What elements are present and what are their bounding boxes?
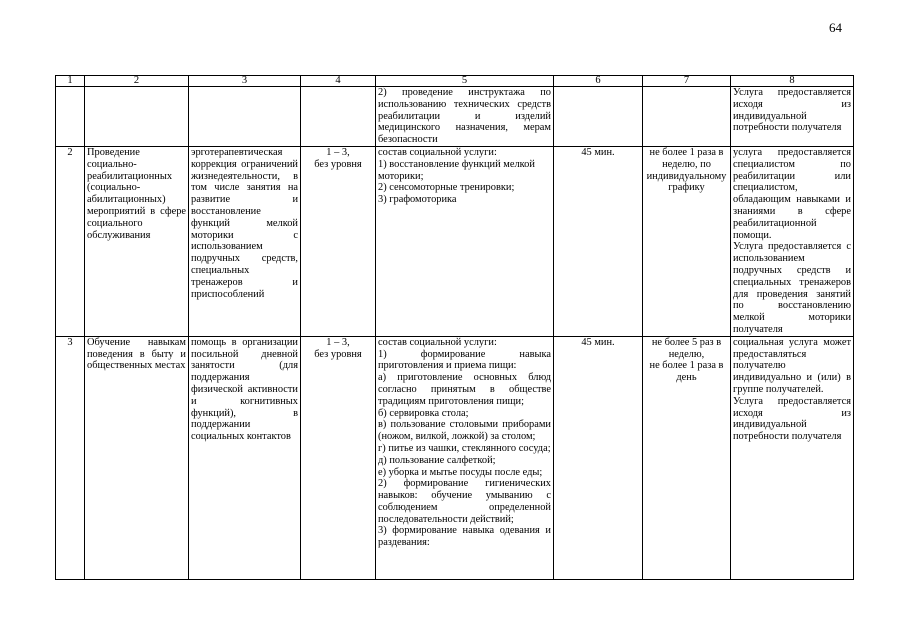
column-number: 1 (56, 76, 85, 87)
row-number: 3 (56, 336, 85, 579)
column-number: 4 (301, 76, 376, 87)
table-row (56, 87, 854, 147)
column-number: 2 (85, 76, 189, 87)
column-number: 5 (376, 76, 554, 87)
service-content (189, 87, 301, 147)
service-duration: 1 – 3, без уровня (301, 336, 376, 579)
table-row (56, 146, 854, 336)
service-name (85, 87, 189, 147)
column-number: 3 (189, 76, 301, 87)
service-frequency: не более 5 раз в неделю, не более 1 раза в день (643, 336, 731, 579)
service-content: помощь в организации посильной дневной занятости (для поддержания физической активности и когнитивных функций), в поддержании социальных контактов (189, 336, 301, 579)
table-row (56, 336, 854, 579)
services-table (55, 75, 854, 580)
service-conditions: социальная услуга может предоставляться получателю индивидуально и (или) в группе получателей. Услуга предоставляется исходя из индивидуальной потребности получателя (731, 336, 854, 579)
row-number (56, 87, 85, 147)
service-conditions: услуга предоставляется специалистом по реабилитации или специалистом, обладающим навыками и знаниями в сфере реабилитационной помощи. Услуга предоставляется с использованием подручных средств и специальных тренажеров для проведения занятий по восстановлению мелкой моторики получателя (731, 146, 854, 336)
service-composition: состав социальной услуги: 1) формирование навыка приготовления и приема пищи: а) приготовление основных блюд согласно принятым в обществе традициям приготовления пищи; б) сервировка стола; в) пользование столовыми приборами (ножом, вилкой, ложкой) за столом; г) питье из чашки, стеклянного сосуда; д) пользование салфеткой; е) уборка и мытье посуды после еды; 2) формирование гигиенических навыков: обучение умыванию с соблюдением определенной последовательности действий; 3) формирование навыка одевания и раздевания: (376, 336, 554, 579)
service-composition: 2) проведение инструктажа по использованию технических средств реабилитации и изделий медицинского назначения, мерам безопасности (376, 87, 554, 147)
service-composition: состав социальной услуги: 1) восстановление функций мелкой моторики; 2) сенсомоторные тренировки; 3) графомоторика (376, 146, 554, 336)
service-time: 45 мин. (554, 146, 643, 336)
service-duration (301, 87, 376, 147)
service-time: 45 мин. (554, 336, 643, 579)
service-name: Проведение социально-реабилитационных (социально-абилитационных) мероприятий в сфере социального обслуживания (85, 146, 189, 336)
service-frequency (643, 87, 731, 147)
service-time (554, 87, 643, 147)
column-number: 8 (731, 76, 854, 87)
service-content: эрготерапевтическая коррекция ограничений жизнедеятельности, в том числе занятия на развитие и восстановление функций мелкой моторики с использованием подручных средств, специальных тренажеров и приспособлений (189, 146, 301, 336)
page-number: 64 (829, 20, 842, 35)
column-number-row (56, 76, 854, 87)
service-frequency: не более 1 раза в неделю, по индивидуальному графику (643, 146, 731, 336)
service-conditions: Услуга предоставляется исходя из индивидуальной потребности получателя (731, 87, 854, 147)
row-number: 2 (56, 146, 85, 336)
column-number: 7 (643, 76, 731, 87)
column-number: 6 (554, 76, 643, 87)
service-duration: 1 – 3, без уровня (301, 146, 376, 336)
service-name: Обучение навыкам поведения в быту и общественных местах (85, 336, 189, 579)
